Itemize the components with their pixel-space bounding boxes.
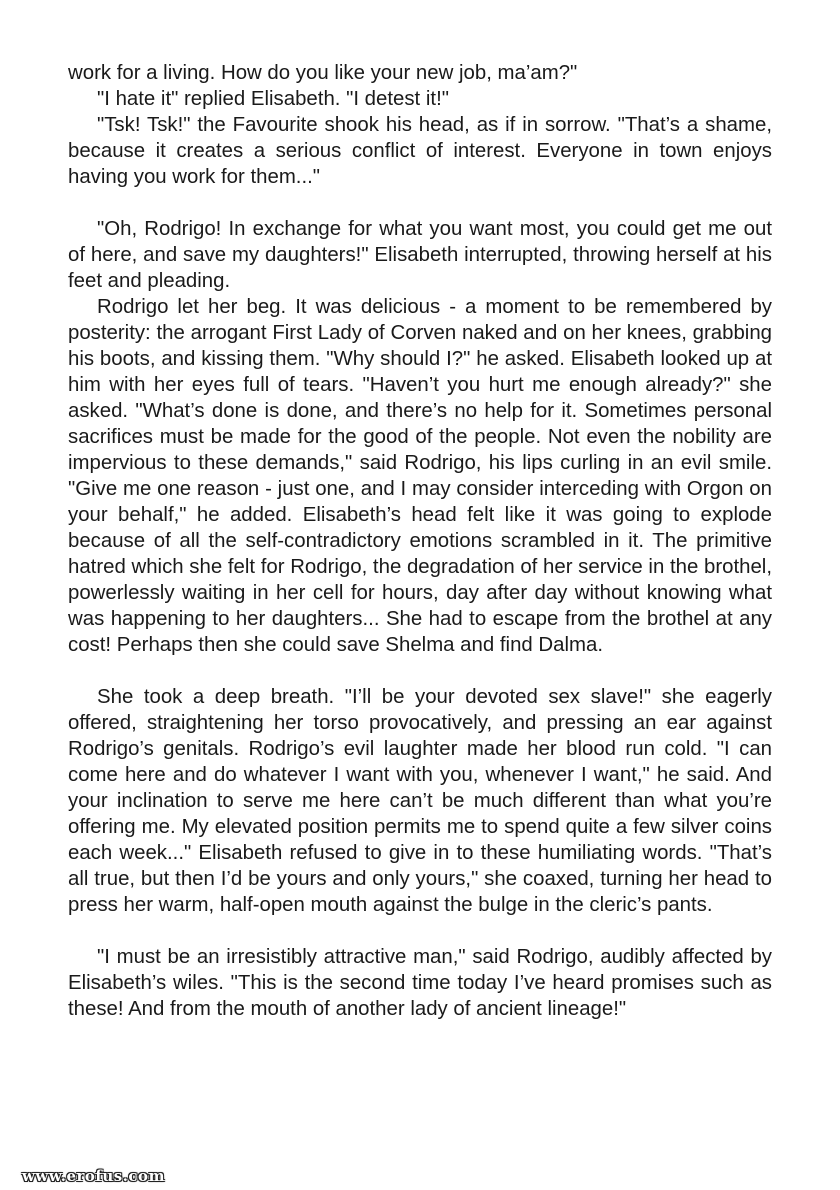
paragraph-3: "Tsk! Tsk!" the Favourite shook his head, as if in sorrow. "That’s a shame, because it creates a serious conflict of interest. Everyone in town enjoys having you work for them..."	[68, 114, 772, 188]
body-text	[68, 60, 772, 1022]
paragraph-7: "I must be an irresistibly attractive man," said Rodrigo, audibly affected by Elisabeth’s wiles. "This is the second time today I’ve heard promises such as these! And from the mouth of another lady of ancient lineage!"	[68, 946, 772, 1020]
watermark-text: www.erofus.com	[22, 1167, 165, 1185]
paragraph-1: work for a living. How do you like your new job, ma’am?"	[68, 62, 578, 84]
paragraph-6: She took a deep breath. "I’ll be your devoted sex slave!" she eagerly offered, straightening her torso provocatively, and pressing an ear against Rodrigo’s genitals. Rodrigo’s evil laughter made her blood run cold. "I can come here and do whatever I want with you, whenever I want," he said. And your inclination to serve me here can’t be much different than what you’re offering me. My elevated position permits me to spend quite a few silver coins each week..." Elisabeth refused to give in to these humiliating words. "That’s all true, but then I’d be yours and only yours," she coaxed, turning her head to press her warm, half-open mouth against the bulge in the cleric’s pants.	[68, 686, 772, 916]
paragraph-5: Rodrigo let her beg. It was delicious - a moment to be remembered by posterity: the arrogant First Lady of Corven naked and on her knees, grabbing his boots, and kissing them. "Why should I?" he asked. Elisabeth looked up at him with her eyes full of tears. "Haven’t you hurt me enough already?" she asked. "What’s done is done, and there’s no help for it. Sometimes personal sacrifices must be made for the good of the people. Not even the nobility are impervious to these demands," said Rodrigo, his lips curling in an evil smile. "Give me one reason - just one, and I may consider interceding with Orgon on your behalf," he added. Elisabeth’s head felt like it was going to explode because of all the self-contradictory emotions scrambled in it. The primitive hatred which she felt for Rodrigo, the degradation of her service in the brothel, powerlessly waiting in her cell for hours, day after day without knowing what was happening to her daughters... She had to escape from the brothel at any cost! Perhaps then she could save Shelma and find Dalma.	[68, 296, 772, 656]
paragraph-4: "Oh, Rodrigo! In exchange for what you want most, you could get me out of here, and save my daughters!" Elisabeth interrupted, throwing herself at his feet and pleading.	[68, 218, 772, 292]
paragraph-2: "I hate it" replied Elisabeth. "I detest it!"	[97, 88, 449, 110]
